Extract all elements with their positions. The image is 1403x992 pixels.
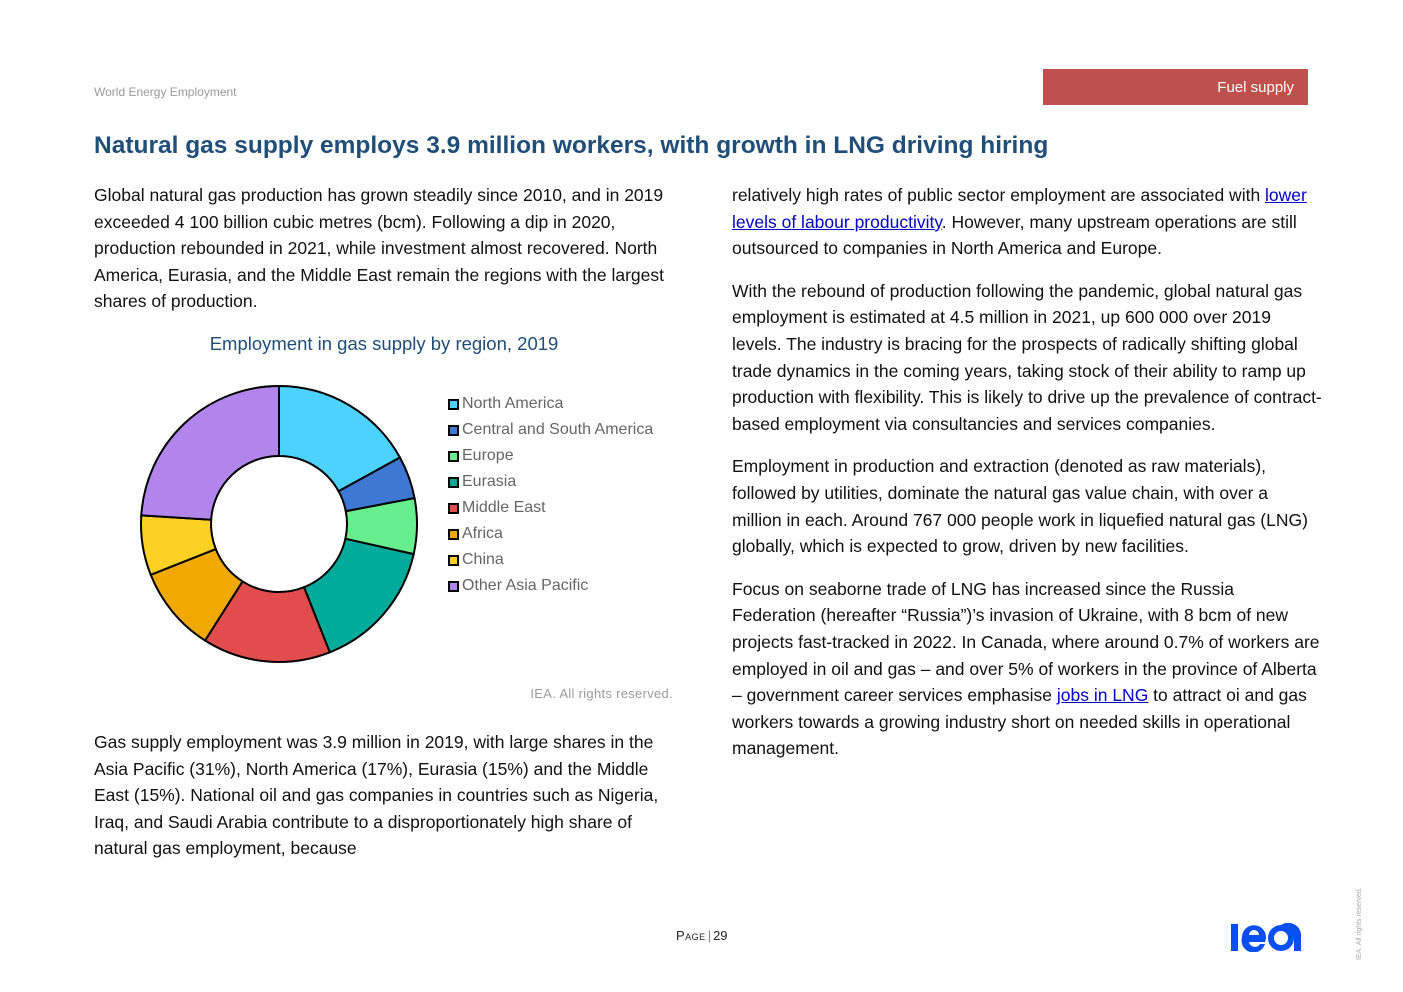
legend-swatch-icon [448,399,459,410]
donut-slices [141,386,417,662]
labour-productivity-link[interactable]: lower levels of labour productivity [732,185,1307,232]
legend-label: Central and South America [462,421,654,438]
legend-swatch-icon [448,581,459,592]
side-copyright: IEA. All rights reserved. [1356,887,1363,960]
right-paragraph-2: With the rebound of production following the pandemic, global natural gas employment is estimated at 4.5 million in 2021, up 600 000 over 2019 levels. The industry is bracing for the prospects of radically shifting global trade dynamics in the coming years, taking stock of their ability to ramp up production with flexibility. This is likely to drive up the prevalence of contract-based employment via consultancies and services companies. [732,280,1322,434]
legend-item [448,391,653,417]
legend-swatch-icon [448,555,459,566]
legend-label: Eurasia [462,473,517,490]
donut-slice-other-asia-pacific [141,386,279,520]
right-paragraph-3: Employment in production and extraction (denoted as raw materials), followed by utilities, dominate the natural gas value chain, with over a million in each. Around 767 000 people work in liquefied natural gas (LNG) globally, which is expected to grow, driven by new facilities. [732,456,1308,557]
legend-label: North America [462,395,564,412]
legend-item [448,547,653,573]
legend-label: Other Asia Pacific [462,577,589,594]
legend-swatch-icon [448,503,459,514]
chart-title: Employment in gas supply by region, 2019 [209,333,559,354]
report-name: World Energy Employment [94,85,237,99]
left-column-intro [94,182,684,331]
bottom-paragraph: Gas supply employment was 3.9 million in 2019, with large shares in the Asia Pacific (31%), North America (17%), Eurasia (15%) and the Middle East (15%). National oil and gas companies in countries such as Nigeria, Iraq, and Saudi Arabia contribute to a disproportionately high share of natural gas employment, because [94,732,659,859]
legend-item [448,443,653,469]
intro-paragraph: Global natural gas production has grown steadily since 2010, and in 2019 exceeded 4 100 billion cubic metres (bcm). Following a dip in 2020, production rebounded in 2021, while investment almost recovered. North America, Eurasia, and the Middle East remain the regions with the largest shares of production. [94,185,665,312]
right-paragraph-4: Focus on seaborne trade of LNG has increased since the Russia Federation (hereafter “Russia”)’s invasion of Ukraine, with 8 bcm of new projects fast-tracked in 2022. In Canada, where around 0.7% of workers are employed in oil and gas – and over 5% of workers in the province of Alberta – government career services emphasise jobs in LNG to attract oi and gas workers towards a growing industry short on needed skills in operational management. [732,578,1320,759]
left-column-bottom [94,729,684,878]
legend-label: China [462,551,504,568]
legend-item [448,417,653,443]
chart-source: IEA. All rights reserved. [530,686,673,701]
page-number-value: 29 [713,928,728,943]
iea-logo [1231,918,1309,952]
legend-item [448,573,653,599]
legend-label: Africa [462,525,503,542]
legend-swatch-icon [448,451,459,462]
legend-label: Europe [462,447,514,464]
section-badge [1043,69,1308,105]
page-separator: | [707,928,712,943]
page-title: Natural gas supply employs 3.9 million workers, with growth in LNG driving hiring [94,132,1049,159]
legend-item [448,495,653,521]
legend-label: Middle East [462,499,546,516]
legend-swatch-icon [448,529,459,540]
donut-chart [130,375,430,675]
page-label: Page [676,928,706,943]
legend-swatch-icon [448,477,459,488]
section-badge-label: Fuel supply [1217,78,1294,96]
right-paragraph-1: relatively high rates of public sector employment are associated with lower levels of labour productivity. However, many upstream operations are still outsourced to companies in North America and Europe. [732,185,1307,259]
jobs-in-lng-link[interactable]: jobs in LNG [1056,685,1149,706]
legend-swatch-icon [448,425,459,436]
legend-item [448,521,653,547]
right-column [732,182,1322,778]
chart-legend [448,391,653,599]
page-number [676,928,728,943]
legend-item [448,469,653,495]
